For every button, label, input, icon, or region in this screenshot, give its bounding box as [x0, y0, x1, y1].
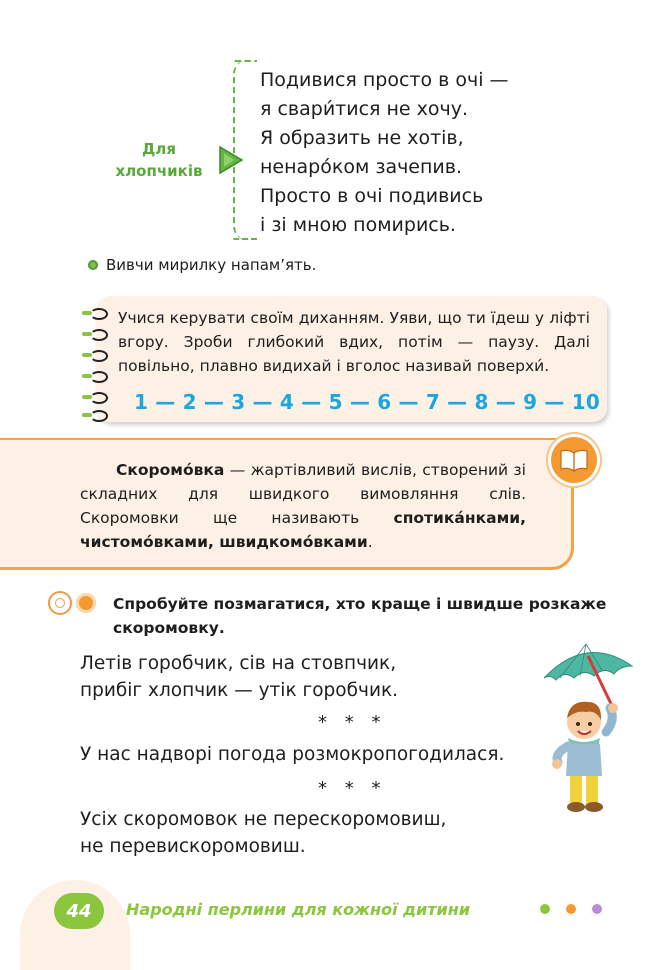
- separator-stars: * * *: [318, 712, 387, 733]
- spiral-binding-icon: [82, 410, 106, 420]
- poem-line: Я образить не хотів,: [260, 127, 464, 149]
- series-title: Народні перлини для кожної дитини: [126, 900, 471, 919]
- footer-dots: [538, 902, 604, 916]
- poem-line: ненаро́ком зачепив.: [260, 156, 463, 178]
- breathing-text: Учися керувати своїм диханням. Уяви, що ти їдеш у ліфті вгору. Зроби глибокий вдих, потім — паузу. Далі повільно, плавно видихай і вголос називай поверхи́.: [118, 309, 590, 375]
- spiral-binding-icon: [82, 371, 106, 381]
- purple-dot-icon: [590, 902, 604, 916]
- page-number: 44: [54, 893, 104, 929]
- twister-line: не перевискоромовиш.: [80, 836, 306, 857]
- floor-counting: 1 — 2 — 3 — 4 — 5 — 6 — 7 — 8 — 9 — 10: [134, 390, 601, 414]
- poem-boys: [260, 66, 509, 240]
- learn-instruction: [88, 256, 316, 274]
- twister-line: Летів горобчик, сів на стовпчик,: [80, 653, 397, 674]
- definition-synonyms: спотика́нками, чистомо́вками, швидкомо́вками: [80, 509, 526, 551]
- poem-line: Просто в очі подивись: [260, 185, 484, 207]
- bullet-dot-icon: [88, 260, 98, 270]
- twister-line: прибіг хлопчик — утік горобчик.: [80, 680, 399, 701]
- separator-stars: * * *: [318, 778, 387, 799]
- green-dot-icon: [538, 902, 552, 916]
- task-markers: [48, 591, 96, 615]
- task-text: Спробуйте позмагатися, хто краще і швидше розкаже скоромовку.: [113, 595, 607, 637]
- spiral-binding-icon: [82, 308, 106, 318]
- twister-line: У нас надворі погода розмокропогодилася.: [80, 744, 505, 765]
- twister-line: Усіх скоромовок не перескоромовиш,: [80, 809, 447, 830]
- triangle-arrow-icon: [218, 145, 244, 175]
- instruction-text: Вивчи мирилку напам’ять.: [106, 256, 317, 274]
- poem-line: я свари́тися не хочу.: [260, 98, 469, 120]
- boy-with-umbrella-illustration: [540, 636, 640, 816]
- definition-term: Скоромо́вка: [116, 461, 225, 479]
- group-work-icon: [48, 591, 72, 615]
- spiral-binding-icon: [82, 392, 106, 402]
- poem-line: і зі мною помирись.: [260, 214, 456, 236]
- orange-dot-icon: [564, 902, 578, 916]
- definition-text: Скоромо́вка — жартівливий вислів, створений зі складних для швидкого вимовляння слів. Скоромовки ще називають спотика́нками, чистомо́вками, швидкомо́вками.: [80, 461, 526, 551]
- book-icon: [551, 437, 597, 483]
- spiral-binding-icon: [82, 350, 106, 360]
- poem-audience-label: Для хлопчиків: [115, 140, 203, 180]
- poem-line: Подивися просто в очі —: [260, 69, 509, 91]
- bullet-dot-icon: [76, 593, 96, 613]
- spiral-binding-icon: [82, 329, 106, 339]
